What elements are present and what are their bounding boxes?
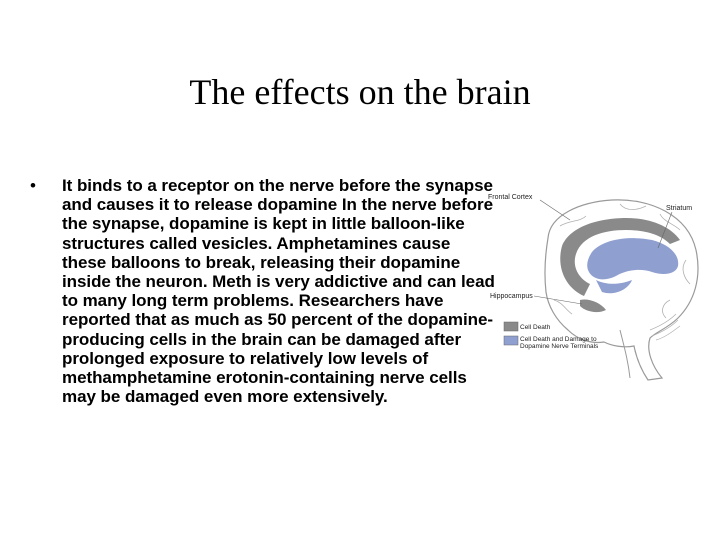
legend-swatch-gray [504,322,518,331]
slide-title: The effects on the brain [189,72,531,113]
legend-text-damage: Cell Death and Damage to [520,336,597,343]
bullet-item [28,176,498,406]
label-frontal-cortex: Frontal Cortex [488,194,533,201]
bullet-text: It binds to a receptor on the nerve before the synapse and causes it to release dopamine In the nerve before the synapse, dopamine is kept in little balloon-like structures called vesicles. Amphetamines cause these balloons to break, releasing their dopamine inside the neuron. Meth is very addictive and can lead to many long term problems. Researchers have reported that as much as 50 percent of the dopamine-producing cells in the brain can be damaged after prolonged exposure to relatively low levels of methamphetamine erotonin-containing nerve cells may be damaged even more extensively. [62,176,495,407]
legend-swatch-blue [504,336,518,345]
brain-diagram-svg [488,180,710,380]
label-line [540,200,570,220]
bullet-list [28,176,498,406]
bullet-marker: • [30,176,36,195]
label-hippocampus: Hippocampus [490,293,533,300]
legend-text-cell-death: Cell Death [520,324,551,331]
legend-text-damage-2: Dopamine Nerve Terminals [520,343,599,350]
label-striatum: Striatum [666,205,693,212]
brain-diagram [488,180,710,380]
